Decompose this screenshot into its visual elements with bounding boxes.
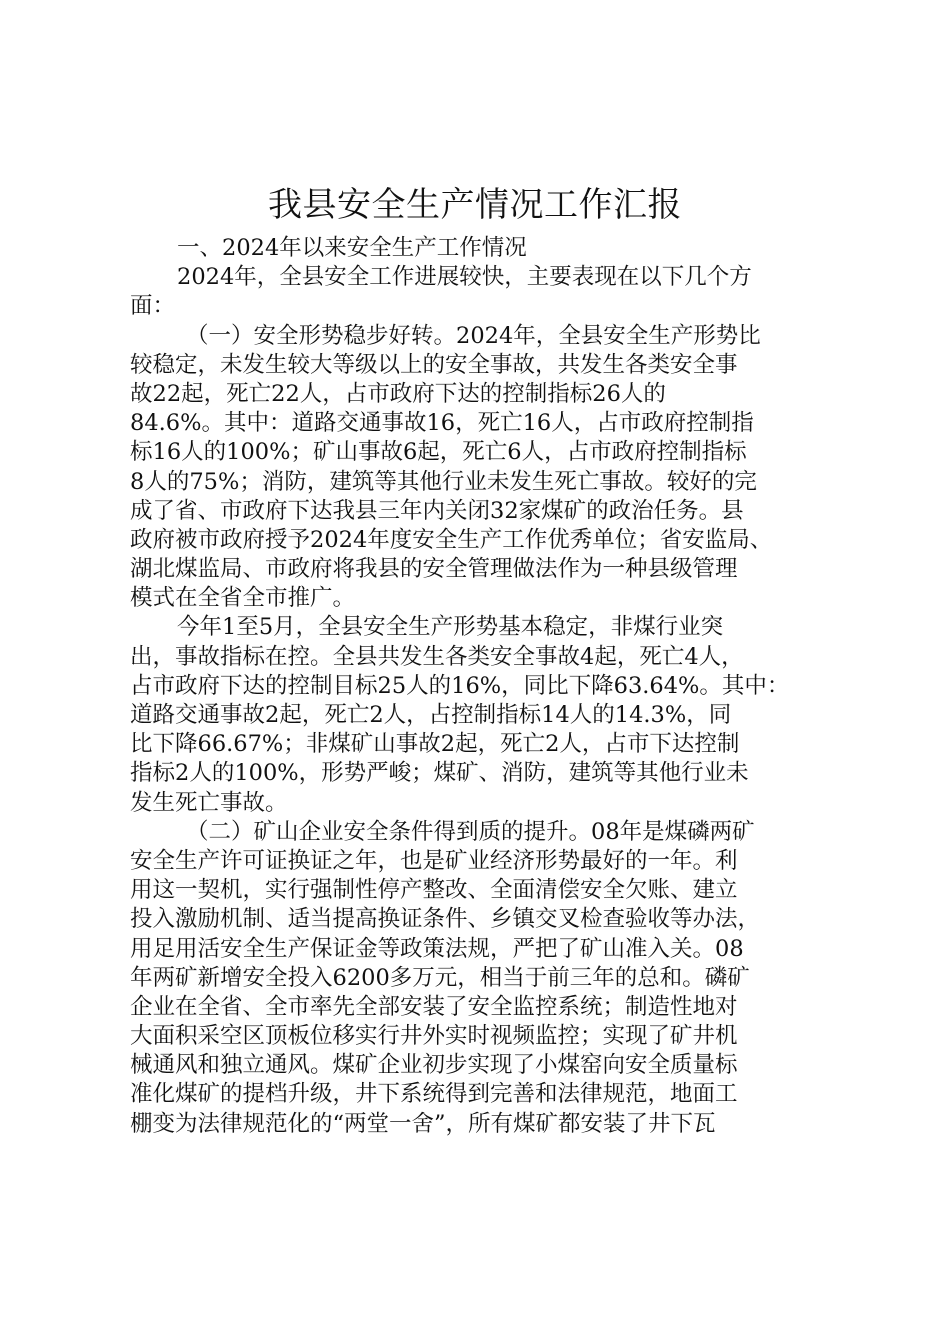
paragraph-line: 标16人的100%；矿山事故6起，死亡6人，占市政府控制指标 bbox=[130, 439, 747, 466]
paragraph-line: （一）安全形势稳步好转。2024年，全县安全生产形势比 bbox=[186, 322, 761, 349]
paragraph-line: 比下降66.67%；非煤矿山事故2起，死亡2人，占市下达控制 bbox=[130, 731, 740, 758]
paragraph-line: 今年1至5月，全县安全生产形势基本稳定，非煤行业突 bbox=[177, 614, 724, 641]
paragraph-line: 棚变为法律规范化的“两堂一舍”，所有煤矿都安装了井下瓦 bbox=[130, 1110, 716, 1137]
paragraph-line: 准化煤矿的提档升级，井下系统得到完善和法律规范，地面工 bbox=[130, 1081, 738, 1108]
paragraph-line: 道路交通事故2起，死亡2人，占控制指标14人的14.3%，同 bbox=[130, 702, 732, 728]
paragraph-line: 2024年，全县安全工作进展较快，主要表现在以下几个方 bbox=[177, 264, 752, 291]
paragraph-line: 模式在全省全市推广。 bbox=[130, 585, 356, 612]
paragraph-line: 企业在全省、全市率先全部安装了安全监控系统；制造性地对 bbox=[130, 993, 738, 1020]
paragraph-line: 械通风和独立通风。煤矿企业初步实现了小煤窑向安全质量标 bbox=[130, 1052, 738, 1079]
section-heading: 一、2024年以来安全生产工作情况 bbox=[177, 235, 527, 261]
paragraph-line: 用这一契机，实行强制性停产整改、全面清偿安全欠账、建立 bbox=[130, 877, 738, 904]
paragraph-line: 故22起，死亡22人，占市政府下达的控制指标26人的 bbox=[130, 380, 666, 407]
paragraph-line: 湖北煤监局、市政府将我县的安全管理做法作为一种县级管理 bbox=[130, 556, 738, 583]
paragraph-line: 较稳定，未发生较大等级以上的安全事故，共发生各类安全事 bbox=[130, 351, 738, 378]
paragraph-line: 政府被市政府授予2024年度安全生产工作优秀单位；省安监局、 bbox=[130, 526, 773, 553]
paragraph-line: 年两矿新增安全投入6200多万元，相当于前三年的总和。磷矿 bbox=[130, 964, 750, 991]
paragraph-line: 出，事故指标在控。全县共发生各类安全事故4起，死亡4人， bbox=[130, 643, 744, 670]
paragraph-line: （二）矿山企业安全条件得到质的提升。08年是煤磷两矿 bbox=[186, 818, 755, 845]
paragraph-line: 8人的75%；消防，建筑等其他行业未发生死亡事故。较好的完 bbox=[130, 468, 757, 495]
paragraph-line: 安全生产许可证换证之年，也是矿业经济形势最好的一年。利 bbox=[130, 847, 738, 874]
paragraph-line: 投入激励机制、适当提高换证条件、乡镇交叉检查验收等办法， bbox=[130, 906, 761, 933]
paragraph-line: 占市政府下达的控制目标25人的16%，同比下降63.64%。其中： bbox=[130, 672, 790, 699]
paragraph-line: 用足用活安全生产保证金等政策法规，严把了矿山准入关。08 bbox=[130, 935, 744, 962]
paragraph-line: 指标2人的100%，形势严峻；煤矿、消防，建筑等其他行业未 bbox=[130, 760, 749, 787]
paragraph-line: 发生死亡事故。 bbox=[130, 789, 288, 816]
paragraph-line: 84.6%。其中：道路交通事故16，死亡16人，占市政府控制指 bbox=[130, 410, 754, 437]
paragraph-line: 大面积采空区顶板位移实行井外实时视频监控；实现了矿井机 bbox=[130, 1023, 738, 1050]
document-title: 我县安全生产情况工作汇报 bbox=[268, 185, 682, 225]
paragraph-line: 面： bbox=[130, 293, 176, 320]
document-body bbox=[130, 234, 830, 1139]
paragraph-line: 成了省、市政府下达我县三年内关闭32家煤矿的政治任务。县 bbox=[130, 497, 744, 524]
